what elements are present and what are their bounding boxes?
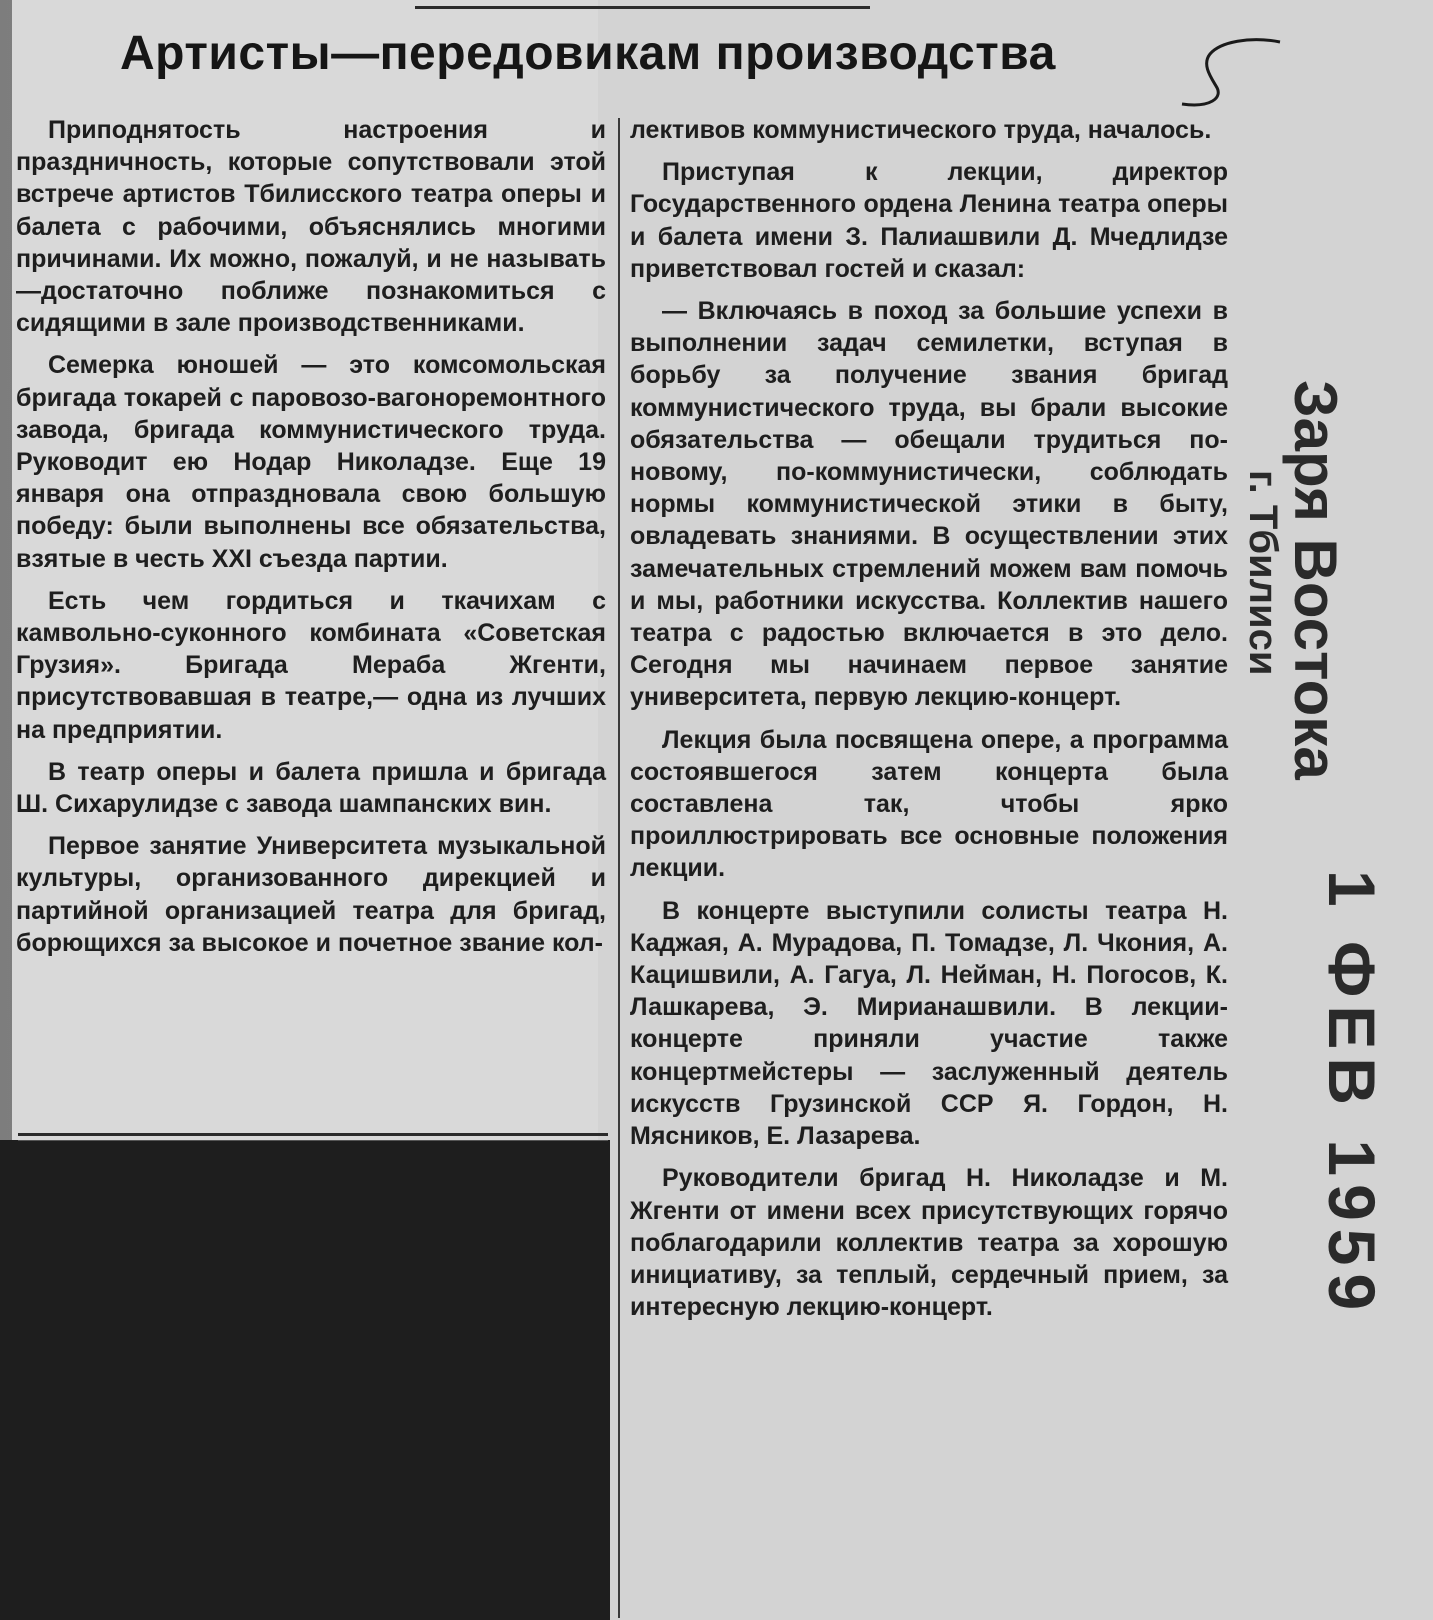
bottom-rule bbox=[18, 1133, 608, 1136]
article-headline: Артисты—передовикам производства bbox=[120, 27, 1056, 80]
scan-dark-corner bbox=[0, 1140, 610, 1620]
left-paragraph-1: Приподнятость настроения и праздничность, которые сопутствовали этой встрече артистов Тбилисского театра оперы и балета с рабочими, объяснялись многими причинами. Их можно, пожалуй, и не называть—достаточно поближе познакомиться с сидящими в зале производственниками. bbox=[16, 116, 606, 338]
right-paragraph-continuation: лективов коммунистического труда, началось. bbox=[630, 116, 1212, 144]
top-rule bbox=[415, 6, 870, 9]
right-column bbox=[630, 114, 1228, 1333]
left-paragraph-4: В театр оперы и балета пришла и бригада Ш. Сихарулидзе с завода шампанских вин. bbox=[16, 757, 606, 819]
column-divider bbox=[618, 118, 620, 1618]
bottom-rule-thin bbox=[18, 1140, 608, 1141]
left-column bbox=[16, 114, 606, 969]
left-paragraph-5: Первое занятие Университета музыкальной культуры, организованного дирекцией и партийной организацией театра для бригад, борющихся за высокое и почетное звание кол- bbox=[16, 832, 606, 957]
right-paragraph-5: Руководители бригад Н. Николадзе и М. Жгенти от имени всех присутствующих горячо поблагодарили коллектив театра за хорошую инициативу, за теплый, сердечный прием, за интересную лекцию-концерт. bbox=[630, 1164, 1228, 1322]
right-paragraph-1: Приступая к лекции, директор Государственного ордена Ленина театра оперы и балета имени З. Палиашвили Д. Мчедлидзе приветствовал гостей и сказал: bbox=[630, 158, 1228, 283]
handwritten-mark bbox=[1180, 36, 1290, 112]
stamp-newspaper-name: Заря Востока bbox=[1282, 380, 1349, 780]
left-paragraph-2: Семерка юношей — это комсомольская бригада токарей с паровозо-вагоноремонтного завода, бригада коммунистического труда. Руководит ею Нодар Николадзе. Еще 19 января она отпраздновала свою большую победу: были выполнены все обязательства, взятые в честь XXI съезда партии. bbox=[16, 351, 606, 573]
left-paragraph-3: Есть чем гордиться и ткачихам с камвольно-суконного комбината «Советская Грузия». Бригада Мераба Жгенти, присутствовавшая в театре,— одна из лучших на предприятии. bbox=[16, 586, 606, 744]
right-paragraph-3: Лекция была посвящена опере, а программа состоявшегося затем концерта была составлена так, чтобы ярко проиллюстрировать все основные положения лекции. bbox=[630, 725, 1228, 883]
right-paragraph-4: В концерте выступили солисты театра Н. Каджая, А. Мурадова, П. Томадзе, Л. Чкония, А. Кацишвили, А. Гагуа, Л. Нейман, Н. Погосов, К. Лашкарева, Э. Мирианашвили. В лекции-концерте приняли участие также концертмейстеры — заслуженный деятель искусств Грузинской ССР Я. Гордон, Н. Мясников, Е. Лазарева. bbox=[630, 896, 1228, 1151]
stamp-city: г. Тбилиси bbox=[1241, 470, 1285, 676]
right-paragraph-2: — Включаясь в поход за большие успехи в выполнении задач семилетки, вступая в борьбу за получение звания бригад коммунистического труда, вы брали высокие обязательства — обещали трудиться по-новому, по-коммунистически, соблюдать нормы коммунистической этики в быту, овладевать знаниями. В осуществлении этих замечательных стремлений можем вам помочь и мы, работники искусства. Коллектив нашего театра с радостью включается в это дело. Сегодня мы начинаем первое занятие университета, первую лекцию-концерт. bbox=[630, 297, 1228, 712]
stamp-date: 1 ФЕВ 1959 bbox=[1315, 870, 1389, 1319]
